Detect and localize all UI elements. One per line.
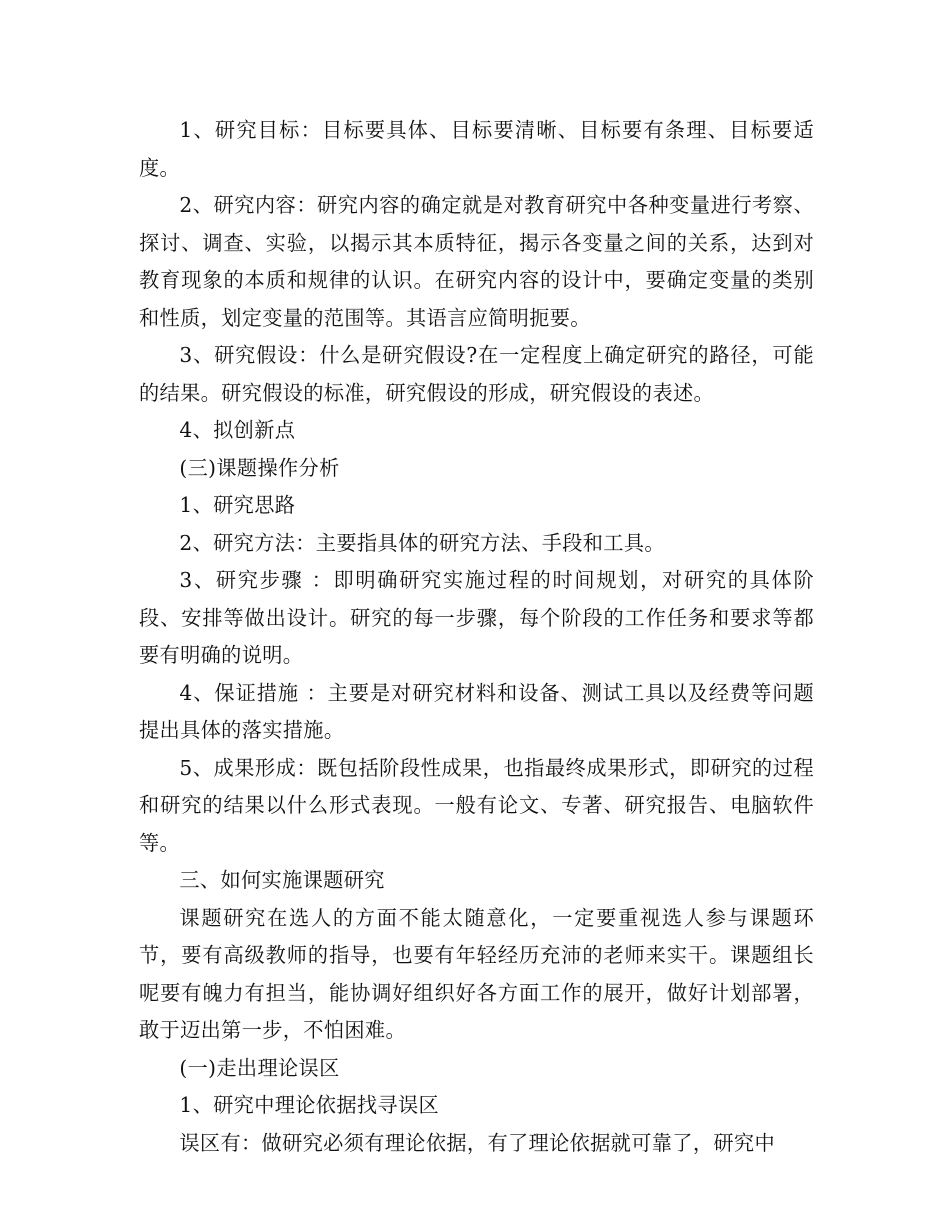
document-body xyxy=(139,112,814,1162)
section-heading-implementation: 三、如何实施课题研究 xyxy=(179,868,385,892)
paragraph-outcome-formation: 5、成果形成：既包括阶段性成果，也指最终成果形式，即研究的过程和研究的结果以什么形式表现。一般有论文、专著、研究报告、电脑软件等。 xyxy=(139,755,814,855)
paragraph-research-steps: 3、研究步骤 ：即明确研究实施过程的时间规划，对研究的具体阶段、安排等做出设计。研究的每一步骤，每个阶段的工作任务和要求等都要有明确的说明。 xyxy=(139,568,814,667)
paragraph-research-hypothesis: 3、研究假设：什么是研究假设?在一定程度上确定研究的路径，可能的结果。研究假设的标准，研究假设的形成，研究假设的表述。 xyxy=(139,343,814,405)
paragraph-research-content: 2、研究内容：研究内容的确定就是对教育研究中各种变量进行考察、探讨、调查、实验，以揭示其本质特征，揭示各变量之间的关系，达到对教育现象的本质和规律的认识。在研究内容的设计中，要确定变量的类别和性质，划定变量的范围等。其语言应简明扼要。 xyxy=(139,193,814,330)
paragraph-research-method: 2、研究方法：主要指具体的研究方法、手段和工具。 xyxy=(179,530,665,555)
paragraph-innovation-points: 4、拟创新点 xyxy=(179,418,296,442)
paragraph-theory-basis-misconception: 1、研究中理论依据找寻误区 xyxy=(179,1093,440,1117)
paragraph-team-selection: 课题研究在选人的方面不能太随意化，一定要重视选人参与课题环节，要有高级教师的指导，也要有年轻经历充沛的老师来实干。课题组长呢要有魄力有担当，能协调好组织好各方面工作的展开，做好计划部署，敢于迈出第一步，不怕困难。 xyxy=(139,905,814,1042)
section-heading-operation-analysis: (三)课题操作分析 xyxy=(179,455,340,480)
paragraph-guarantee-measures: 4、保证措施 ：主要是对研究材料和设备、测试工具以及经费等问题提出具体的落实措施。 xyxy=(139,680,814,742)
paragraph-research-approach: 1、研究思路 xyxy=(179,493,296,517)
section-heading-theory-misconceptions: (一)走出理论误区 xyxy=(179,1055,340,1080)
paragraph-research-goal: 1、研究目标：目标要具体、目标要清晰、目标要有条理、目标要适度。 xyxy=(139,118,814,180)
paragraph-misconception-detail: 误区有：做研究必须有理论依据，有了理论依据就可靠了，研究中 xyxy=(179,1130,775,1155)
